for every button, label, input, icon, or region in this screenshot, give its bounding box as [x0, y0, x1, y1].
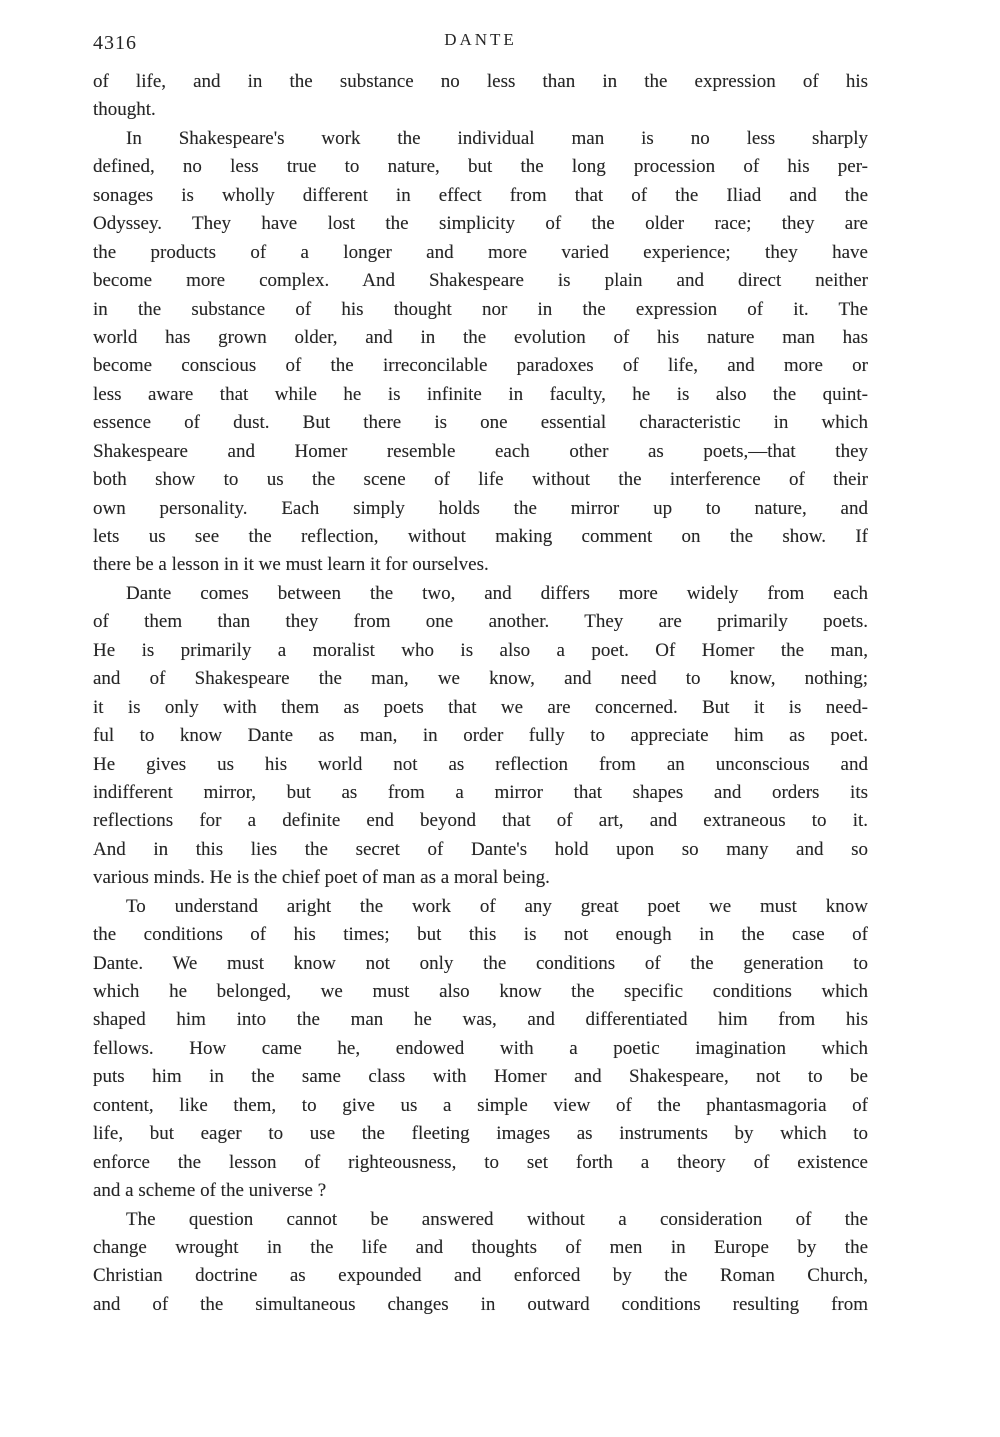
text-line: lets us see the reflection, without making comment on the show. If	[93, 526, 868, 547]
text-line: and of Shakespeare the man, we know, and need to know, nothing;	[93, 668, 868, 690]
text-line: He gives us his world not as reflection from an unconscious and	[93, 753, 868, 775]
text-line: He is primarily a moralist who is also a poet. Of Homer the man,	[93, 639, 868, 661]
text-line: ful to know Dante as man, in order fully to appreciate him as poet.	[93, 725, 868, 747]
text-line: the conditions of his times; but this is not enough in the case of	[93, 924, 868, 946]
text-line: in the substance of his thought nor in the expression of it. The	[93, 298, 868, 320]
text-line: and of the simultaneous changes in outward conditions resulting from	[93, 1293, 868, 1315]
paragraph	[93, 68, 868, 125]
text-line: Dante. We must know not only the conditions of the generation to	[93, 952, 868, 974]
text-line: The question cannot be answered without a consideration of the	[126, 1208, 868, 1230]
paragraph	[93, 893, 868, 1206]
text-line: content, like them, to give us a simple view of the phantasmagoria of	[93, 1094, 868, 1116]
text-line: reflections for a definite end beyond that of art, and extraneous to it.	[93, 810, 868, 832]
text-line: And in this lies the secret of Dante's hold upon so many and so	[93, 838, 868, 860]
text-line: both show to us the scene of life without the interference of their	[93, 469, 868, 491]
text-line: indifferent mirror, but as from a mirror that shapes and orders its	[93, 781, 868, 803]
text-line: various minds. He is the chief poet of man as a moral being.	[93, 867, 550, 889]
text-line: shaped him into the man he was, and differentiated him from his	[93, 1009, 868, 1031]
running-title: DANTE	[444, 30, 517, 49]
text-line: and a scheme of the universe ?	[93, 1180, 327, 1202]
page-number: 4316	[93, 32, 137, 54]
text-line: become more complex. And Shakespeare is plain and direct neither	[93, 270, 868, 292]
paragraph	[93, 580, 868, 893]
page-body	[93, 68, 868, 1319]
text-line: change wrought in the life and thoughts of men in Europe by the	[93, 1236, 868, 1258]
page-header	[93, 28, 868, 58]
text-line: of them than they from one another. They are primarily poets.	[93, 611, 868, 633]
text-line: puts him in the same class with Homer and Shakespeare, not to be	[93, 1066, 868, 1088]
text-line: sonages is wholly different in effect from that of the Iliad and the	[93, 184, 868, 206]
text-line: Shakespeare and Homer resemble each other as poets,—that they	[93, 440, 868, 462]
text-line: Dante comes between the two, and differs more widely from each	[126, 582, 868, 604]
text-line: thought.	[93, 99, 156, 121]
text-line: which he belonged, we must also know the specific conditions which	[93, 981, 868, 1002]
paragraph	[93, 125, 868, 580]
text-line: world has grown older, and in the evolution of his nature man has	[93, 326, 868, 348]
text-line: there be a lesson in it we must learn it for ourselves.	[93, 554, 489, 576]
text-line: it is only with them as poets that we are concerned. But it is need-	[93, 696, 868, 718]
text-line: defined, no less true to nature, but the long procession of his per-	[93, 156, 868, 178]
paragraph	[93, 1206, 868, 1320]
text-line: own personality. Each simply holds the mirror up to nature, and	[93, 497, 868, 519]
text-line: life, but eager to use the fleeting images as instruments by which to	[93, 1123, 868, 1145]
text-line: the products of a longer and more varied experience; they have	[93, 241, 868, 263]
text-line: essence of dust. But there is one essential characteristic in which	[93, 412, 868, 434]
text-line: become conscious of the irreconcilable paradoxes of life, and more or	[93, 355, 868, 377]
text-line: Odyssey. They have lost the simplicity of the older race; they are	[93, 213, 868, 235]
text-line: fellows. How came he, endowed with a poetic imagination which	[93, 1037, 868, 1059]
text-line: enforce the lesson of righteousness, to set forth a theory of existence	[93, 1151, 868, 1173]
text-line: To understand aright the work of any great poet we must know	[126, 895, 868, 917]
text-line: less aware that while he is infinite in faculty, he is also the quint-	[93, 383, 868, 405]
text-line: of life, and in the substance no less than in the expression of his	[93, 71, 868, 92]
text-line: In Shakespeare's work the individual man is no less sharply	[126, 127, 868, 149]
text-line: Christian doctrine as expounded and enforced by the Roman Church,	[93, 1265, 868, 1287]
